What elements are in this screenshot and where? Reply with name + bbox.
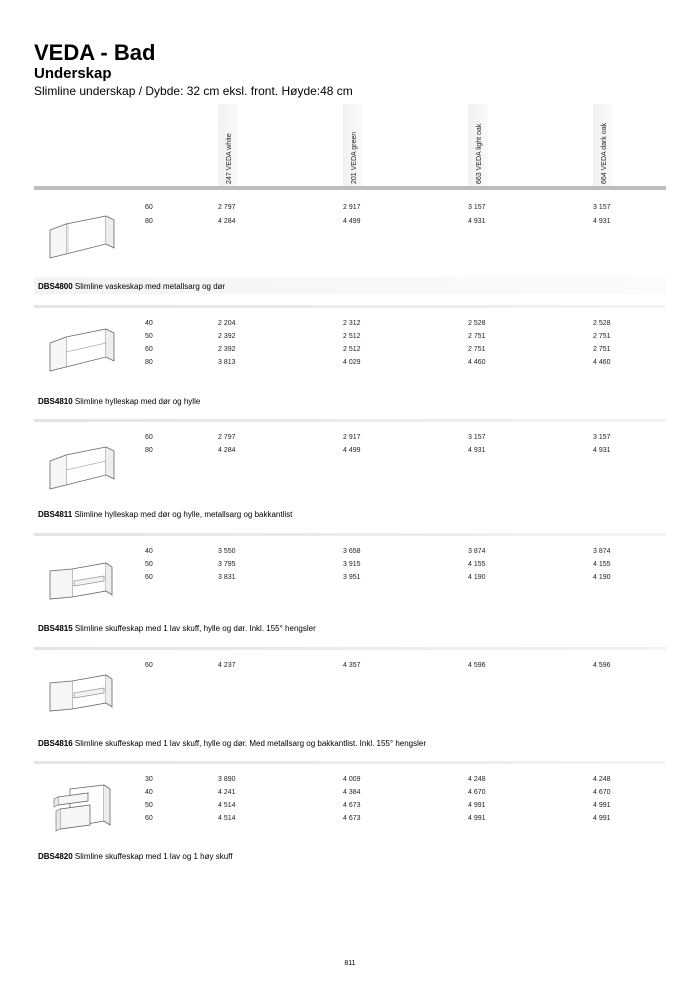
- cabinet-drawer-door-icon: [44, 669, 119, 724]
- product-label-dbs4815: DBS4815 Slimline skuffeskap med 1 lav skuff, hylle og dør. Inkl. 155° hengsler: [38, 624, 316, 633]
- product-section-dbs4815: [34, 533, 666, 638]
- page-title: VEDA - Bad: [34, 40, 156, 65]
- price-row: 60 2 392 2 512 2 751 2 751: [145, 346, 611, 353]
- price-row: 60 3 831 3 951 4 190 4 190: [145, 574, 611, 581]
- price-row: 80 3 813 4 029 4 460 4 460: [145, 359, 611, 366]
- column-header-663: 663 VEDA light oak: [468, 104, 488, 188]
- column-header-201: 201 VEDA green: [343, 104, 363, 188]
- price-row: 60 2 797 2 917 3 157 3 157: [145, 204, 611, 211]
- page-subtitle: Underskap: [34, 65, 112, 82]
- price-row: 50 3 795 3 915 4 155 4 155: [145, 561, 611, 568]
- column-header-247: 247 VEDA white: [218, 104, 238, 188]
- product-section-dbs4816: [34, 647, 666, 752]
- price-row: 50 4 514 4 673 4 991 4 991: [145, 802, 611, 809]
- price-row: 30 3 890 4 009 4 248 4 248: [145, 776, 611, 783]
- price-row: 60 4 514 4 673 4 991 4 991: [145, 815, 611, 822]
- price-row: 40 4 241 4 384 4 670 4 670: [145, 789, 611, 796]
- price-row: 50 2 392 2 512 2 751 2 751: [145, 333, 611, 340]
- product-section-dbs4811: [34, 419, 666, 524]
- column-header-664: 664 VEDA dark oak: [593, 104, 613, 188]
- product-section-dbs4820: [34, 761, 666, 871]
- price-row: 40 2 204 2 312 2 528 2 528: [145, 320, 611, 327]
- page-number: 811: [344, 960, 356, 967]
- product-section-dbs4810: [34, 305, 666, 410]
- product-label-dbs4816: DBS4816 Slimline skuffeskap med 1 lav skuff, hylle og dør. Med metallsarg og bakkantlist. Inkl. 155° hengsler: [38, 739, 426, 748]
- price-row: 40 3 550 3 658 3 874 3 874: [145, 548, 611, 555]
- price-row: 60 4 237 4 357 4 596 4 596: [145, 662, 611, 669]
- product-label-dbs4811: DBS4811 Slimline hylleskap med dør og hylle, metallsarg og bakkantlist: [38, 510, 293, 519]
- price-row: 60 2 797 2 917 3 157 3 157: [145, 434, 611, 441]
- price-row: 80 4 284 4 499 4 931 4 931: [145, 218, 611, 225]
- product-section-dbs4800: [34, 190, 666, 295]
- product-label-dbs4810: DBS4810 Slimline hylleskap med dør og hylle: [38, 397, 201, 406]
- page-description: Slimline underskap / Dybde: 32 cm eksl. front. Høyde:48 cm: [34, 84, 353, 98]
- product-label-dbs4820: DBS4820 Slimline skuffeskap med 1 lav og 1 høy skuff: [38, 852, 233, 861]
- product-label-dbs4800: DBS4800 Slimline vaskeskap med metallsarg og dør: [38, 282, 226, 291]
- price-row: 80 4 284 4 499 4 931 4 931: [145, 447, 611, 454]
